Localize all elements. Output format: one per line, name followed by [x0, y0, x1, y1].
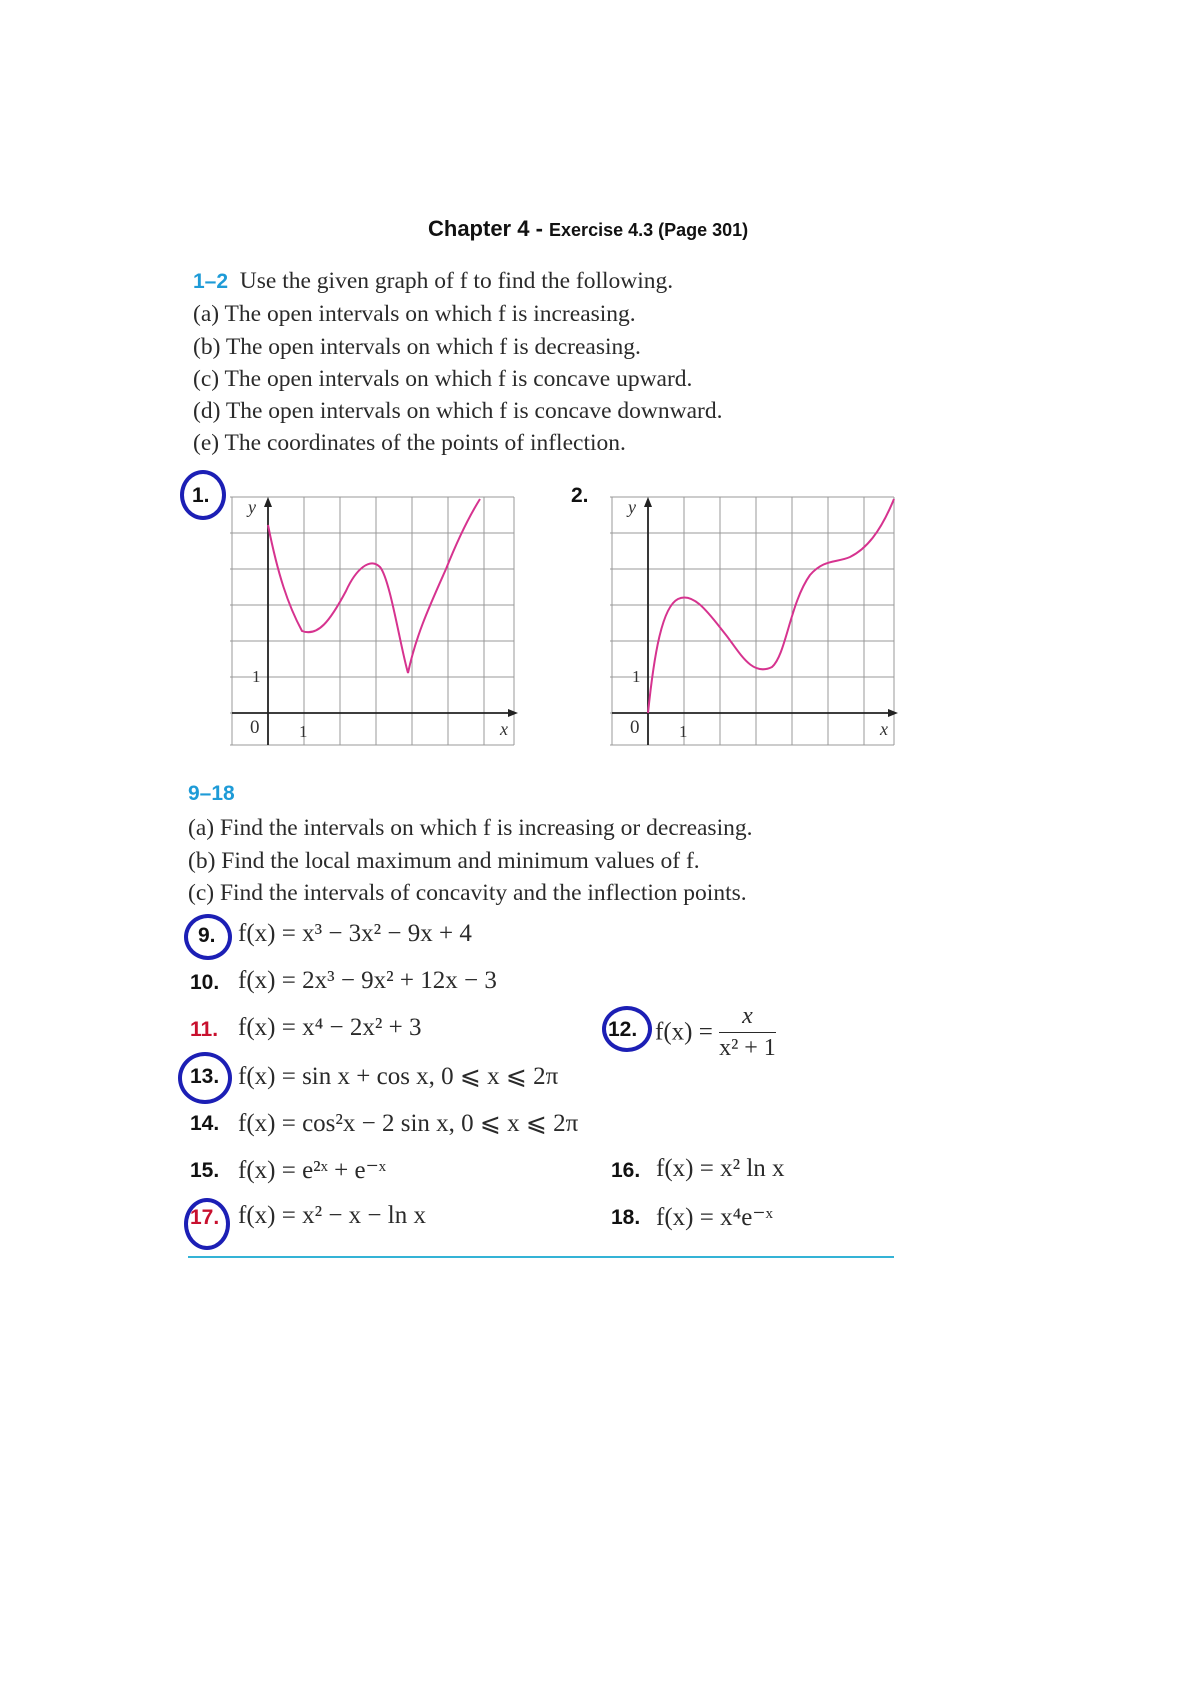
section-1-intro — [193, 268, 673, 295]
problem-17-number: 17. — [190, 1206, 220, 1229]
graph-2-origin: 0 — [630, 717, 640, 738]
problem-18-expression: f(x) = x⁴e⁻ˣ — [656, 1204, 773, 1231]
problem-16-number: 16. — [611, 1159, 641, 1182]
graph-1-x-tick: 1 — [299, 722, 308, 741]
problem-11-number: 11. — [190, 1018, 219, 1041]
page-title — [428, 216, 748, 242]
section-2-item-b: (b) Find the local maximum and minimum values of f. — [188, 848, 700, 874]
section-2-range: 9–18 — [188, 782, 235, 805]
problem-17-expression: f(x) = x² − x − ln x — [238, 1202, 426, 1229]
graph-2-x-arrow — [888, 709, 898, 717]
problem-12-lhs: f(x) = — [655, 1018, 713, 1046]
section-2-item-c: (c) Find the intervals of concavity and the inflection points. — [188, 880, 747, 906]
section-1-item-e: (e) The coordinates of the points of inflection. — [193, 430, 626, 456]
graph-2-y-label: y — [628, 497, 636, 517]
section-1-item-d: (d) The open intervals on which f is concave downward. — [193, 398, 723, 424]
problem-14-number: 14. — [190, 1112, 220, 1135]
graph-1-number: 1. — [192, 484, 210, 507]
graph-1 — [230, 495, 520, 750]
graph-2-curve — [648, 499, 894, 713]
section-1-range: 1–2 — [193, 270, 229, 293]
problem-10-expression: f(x) = 2x³ − 9x² + 12x − 3 — [238, 967, 497, 994]
graph-2-y-arrow — [644, 497, 652, 507]
section-1-item-c: (c) The open intervals on which f is concave upward. — [193, 366, 693, 392]
graph-1-y-tick: 1 — [252, 667, 261, 686]
problem-11-expression: f(x) = x⁴ − 2x² + 3 — [238, 1014, 422, 1041]
section-1-item-a: (a) The open intervals on which f is increasing. — [193, 301, 636, 327]
graph-1-origin: 0 — [250, 717, 260, 738]
problem-12-fraction — [719, 1003, 776, 1062]
chapter-label: Chapter 4 - — [428, 216, 550, 241]
graph-2 — [610, 495, 900, 750]
graph-1-y-arrow — [264, 497, 272, 507]
problem-15-number: 15. — [190, 1159, 220, 1182]
section-1-item-b: (b) The open intervals on which f is decreasing. — [193, 334, 641, 360]
problem-18-number: 18. — [611, 1206, 641, 1229]
section-divider — [188, 1256, 894, 1258]
problem-14-expression: f(x) = cos²x − 2 sin x, 0 ⩽ x ⩽ 2π — [238, 1110, 579, 1137]
problem-15-expression: f(x) = e²ˣ + e⁻ˣ — [238, 1157, 387, 1184]
problem-10-number: 10. — [190, 971, 220, 994]
problem-13-number: 13. — [190, 1065, 220, 1088]
section-2-item-a: (a) Find the intervals on which f is increasing or decreasing. — [188, 815, 753, 841]
section-1-intro-text: Use the given graph of f to find the following. — [239, 268, 674, 294]
graph-1-x-arrow — [508, 709, 518, 717]
problem-12-denominator: x² + 1 — [719, 1035, 776, 1061]
graph-1-y-label: y — [248, 497, 256, 517]
graph-2-grid — [610, 497, 894, 745]
graph-2-x-tick: 1 — [679, 722, 688, 741]
problem-9-expression: f(x) = x³ − 3x² − 9x + 4 — [238, 920, 472, 947]
graph-2-number: 2. — [571, 484, 589, 507]
graph-1-x-label: x — [500, 719, 508, 739]
problem-16-expression: f(x) = x² ln x — [656, 1155, 785, 1182]
graph-2-y-tick: 1 — [632, 667, 641, 686]
exercise-label: Exercise 4.3 (Page 301) — [549, 220, 749, 240]
problem-12-number: 12. — [608, 1018, 638, 1041]
problem-13-expression: f(x) = sin x + cos x, 0 ⩽ x ⩽ 2π — [238, 1063, 559, 1090]
problem-12-expression — [655, 1003, 776, 1062]
graph-1-grid — [230, 497, 514, 745]
problem-12-numerator: x — [719, 1003, 776, 1033]
graph-2-x-label: x — [880, 719, 888, 739]
problem-9-number: 9. — [198, 924, 216, 947]
